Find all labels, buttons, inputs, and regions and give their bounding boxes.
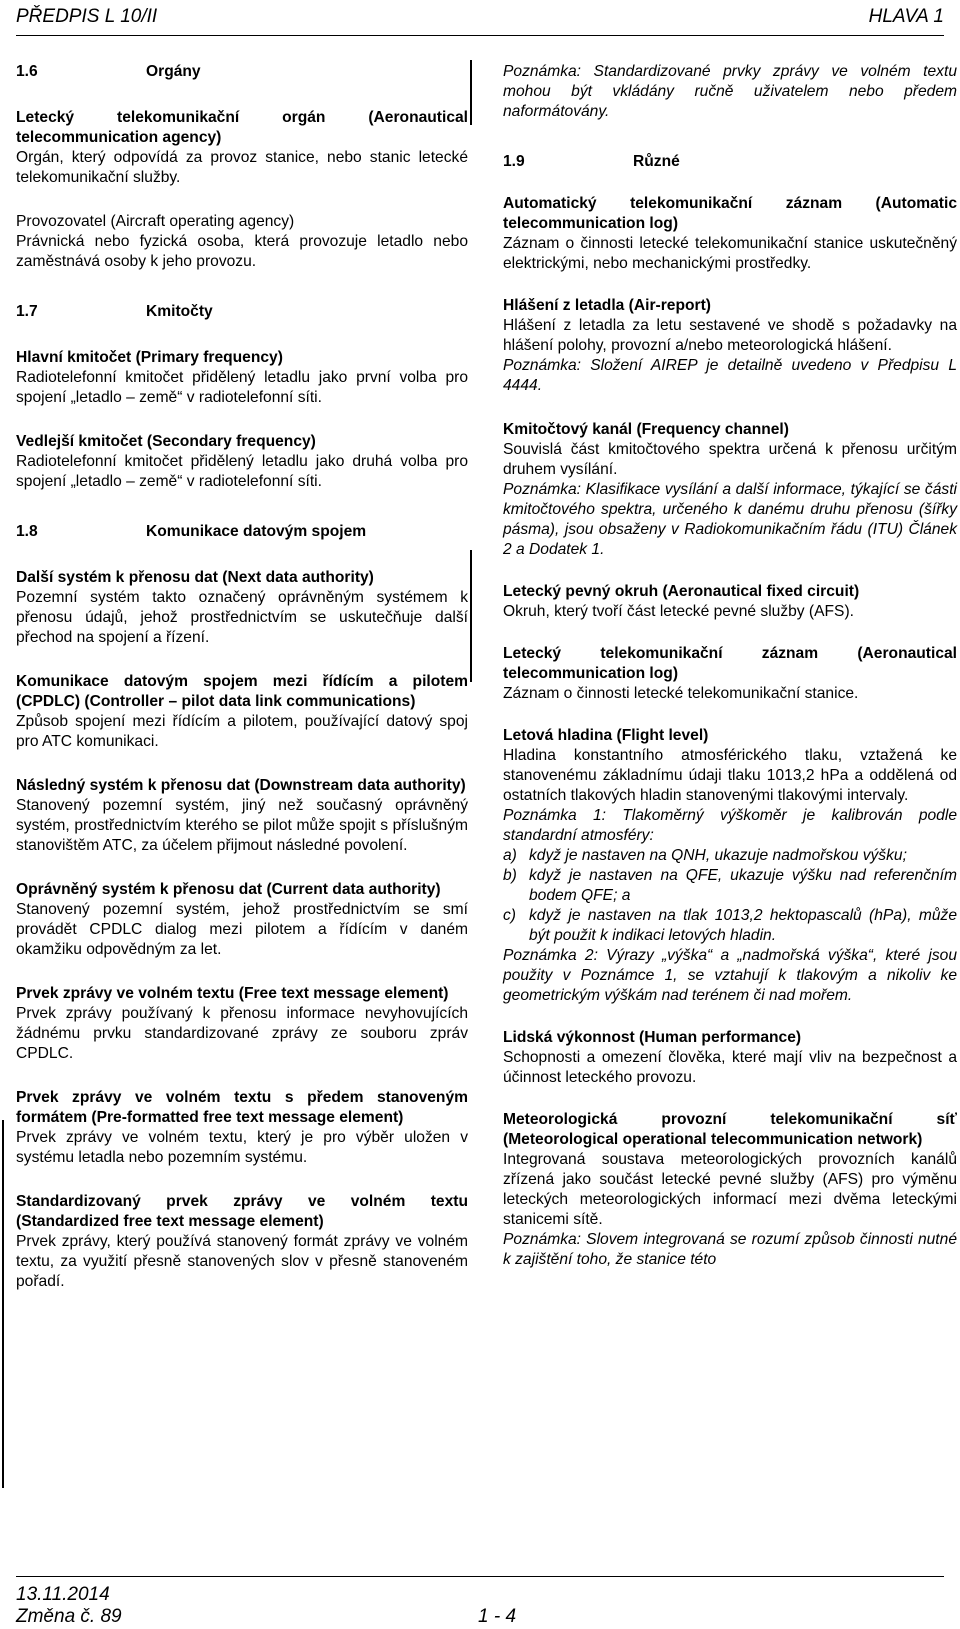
definition-text: Okruh, který tvoří část letecké pevné služby (AFS). — [503, 603, 854, 620]
definition-text: Prvek zprávy používaný k přenosu informace nevyhovujících žádnému prvku standardizované zprávy ze souboru zpráv CPDLC. — [16, 1005, 468, 1062]
section-heading: 1.9 Různé — [503, 153, 680, 170]
note-text: Poznámka: Složení AIREP je detailně uvedeno v Předpisu L 4444. — [503, 357, 957, 394]
term-heading: Následný systém k přenosu dat (Downstream data authority) — [16, 777, 466, 794]
definition-text: Pozemní systém takto označený oprávněným systémem k přenosu údajů, jehož prostřednictvím se uskutečňuje další přechod na spojení a řízení. — [16, 589, 468, 646]
term-heading: Letecký pevný okruh (Aeronautical fixed circuit) — [503, 583, 860, 600]
term-heading: Prvek zprávy ve volném textu (Free text message element) — [16, 985, 449, 1002]
header-doc-title: PŘEDPIS L 10/II — [16, 6, 158, 27]
right-column — [503, 62, 957, 1270]
note-list — [503, 846, 957, 946]
note-text: Poznámka 2: Výrazy „výška“ a „nadmořská výška“, které jsou použity v Poznámce 1, se vztahují k tlakovým a nikoliv ke geometrickým výškám nad terénem či nad mořem. — [503, 947, 957, 1004]
definition-text: Záznam o činnosti letecké telekomunikační stanice uskutečněný elektrickými, nebo mechanickými prostředky. — [503, 235, 957, 272]
term-heading: Hlavní kmitočet (Primary frequency) — [16, 349, 283, 366]
definition-text: Hladina konstantního atmosférického tlaku, vztažená ke stanovenému základnímu údaji tlaku 1013,2 hPa a oddělená od ostatních tlakových hladin stanovenými tlakovými intervaly. — [503, 747, 957, 804]
definition-text: Schopnosti a omezení člověka, které mají vliv na bezpečnost a účinnost leteckého provozu. — [503, 1049, 957, 1086]
definition-text: Stanovený pozemní systém, jehož prostřednictvím se smí provádět CPDLC dialog mezi pilotem a řídícím v daném okamžiku odpovědným za let. — [16, 901, 468, 958]
term-heading: Komunikace datovým spojem mezi řídícím a pilotem (CPDLC) (Controller – pilot data link communications) — [16, 673, 468, 710]
term-heading: Oprávněný systém k přenosu dat (Current data authority) — [16, 881, 441, 898]
definition-text: Radiotelefonní kmitočet přidělený letadlu jako druhá volba pro spojení „letadlo – země“ v radiotelefonní síti. — [16, 453, 468, 490]
definition-text: Orgán, který odpovídá za provoz stanice, nebo stanic letecké telekomunikační služby. — [16, 149, 468, 186]
note-text: Poznámka: Klasifikace vysílání a další informace, týkající se části kmitočtového spektra, určeného k danému druhu přenosu (šířky pásma), jsou obsaženy v Radiokomunikačním řádu (ITU) Článek 2 a Dodatek 1. — [503, 481, 957, 558]
term-heading: Automatický telekomunikační záznam (Automatic telecommunication log) — [503, 195, 957, 232]
section-heading: 1.7 Kmitočty — [16, 303, 213, 320]
definition-text: Stanovený pozemní systém, jiný než současný oprávněný systém, prostřednictvím kterého se pilot může spojit s příslušným stanovištěm ATC, za účelem přijmout následné povolení. — [16, 797, 468, 854]
page-footer — [16, 1584, 944, 1628]
definition-text: Hlášení z letadla za letu sestavené ve shodě s požadavky na hlášení polohy, provozní a/nebo meteorologická hlášení. — [503, 317, 957, 354]
change-bar — [470, 60, 472, 125]
definition-text: Radiotelefonní kmitočet přidělený letadlu jako první volba pro spojení „letadlo – země“ v radiotelefonní síti. — [16, 369, 468, 406]
definition-text: Způsob spojení mezi řídícím a pilotem, používající datový spoj pro ATC komunikaci. — [16, 713, 468, 750]
note-text: Poznámka 1: Tlakoměrný výškoměr je kalibrován podle standardní atmosféry: — [503, 807, 957, 844]
definition-text: Záznam o činnosti letecké telekomunikační stanice. — [503, 685, 859, 702]
note-text: Poznámka: Standardizované prvky zprávy ve volném textu mohou být vkládány ručně uživatelem nebo předem naformátovány. — [503, 63, 957, 120]
note-text: Poznámka: Slovem integrovaná se rozumí způsob činnosti nutné k zajištění toho, že stanice této — [503, 1231, 957, 1268]
term-heading: Letecký telekomunikační orgán (Aeronautical telecommunication agency) — [16, 109, 468, 146]
term-heading: Další systém k přenosu dat (Next data authority) — [16, 569, 374, 586]
definition-text: Prvek zprávy ve volném textu, který je pro výběr uložen v systému letadla nebo pozemním systému. — [16, 1129, 468, 1166]
header-rule — [16, 35, 944, 36]
section-heading: 1.6 Orgány — [16, 63, 201, 80]
change-bar — [2, 1120, 4, 1488]
list-item: a) když je nastaven na QNH, ukazuje nadmořskou výšku; — [503, 847, 907, 864]
page-number: 1 - 4 — [478, 1606, 517, 1627]
term-heading: Standardizovaný prvek zprávy ve volném textu (Standardized free text message element) — [16, 1193, 468, 1230]
page-header — [16, 6, 944, 36]
section-heading: 1.8 Komunikace datovým spojem — [16, 523, 367, 540]
footer-rule — [16, 1576, 944, 1577]
definition-text: Integrovaná soustava meteorologických provozních kanálů zřízená jako součást letecké pevné služby (AFS) pro výměnu leteckých meteorologických informací mezi dvěma leteckými stanicemi sítě. — [503, 1151, 957, 1228]
list-item: b) když je nastaven na QFE, ukazuje výšku nad referenčním bodem QFE; a — [503, 867, 957, 904]
definition-text: Souvislá část kmitočtového spektra určená k přenosu určitým druhem vysílání. — [503, 441, 957, 478]
term-heading: Letecký telekomunikační záznam (Aeronautical telecommunication log) — [503, 645, 957, 682]
term-heading: Letová hladina (Flight level) — [503, 727, 709, 744]
term-heading: Kmitočtový kanál (Frequency channel) — [503, 421, 789, 438]
header-chapter: HLAVA 1 — [868, 6, 944, 27]
term-heading: Meteorologická provozní telekomunikační síť (Meteorological operational telecommunication network) — [503, 1111, 957, 1148]
term-heading: Lidská výkonnost (Human performance) — [503, 1029, 802, 1046]
term-heading: Hlášení z letadla (Air-report) — [503, 297, 711, 314]
footer-date: 13.11.2014 — [16, 1584, 110, 1605]
definition-text: Právnická nebo fyzická osoba, která provozuje letadlo nebo zaměstnává osoby k jeho provozu. — [16, 233, 468, 270]
definition-text: Prvek zprávy, který používá stanovený formát zprávy ve volném textu, za využití přesně stanovených slov v přesně stanoveném pořadí. — [16, 1233, 468, 1290]
footer-amendment: Změna č. 89 — [16, 1606, 122, 1627]
left-column — [16, 62, 468, 1292]
list-item: c) když je nastaven na tlak 1013,2 hektopascalů (hPa), může být použit k indikaci letových hladin. — [503, 907, 957, 944]
change-bar — [470, 550, 472, 682]
term-heading: Provozovatel (Aircraft operating agency) — [16, 213, 295, 230]
term-heading: Vedlejší kmitočet (Secondary frequency) — [16, 433, 316, 450]
term-heading: Prvek zprávy ve volném textu s předem stanoveným formátem (Pre-formatted free text message element) — [16, 1089, 468, 1126]
